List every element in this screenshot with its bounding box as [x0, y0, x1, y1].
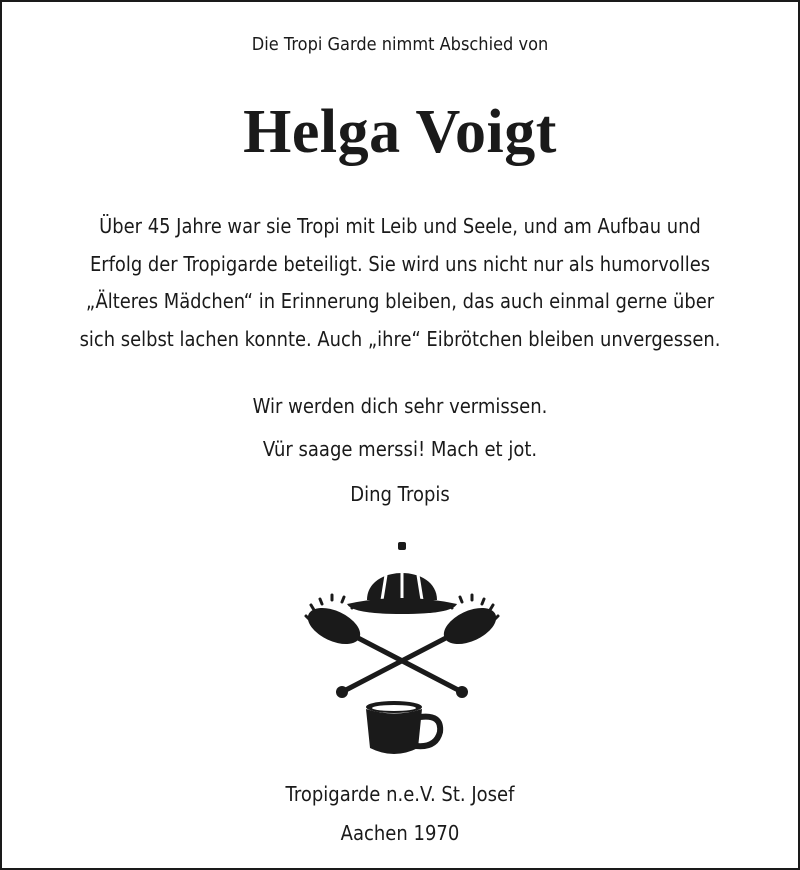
intro-line: Die Tropi Garde nimmt Abschied von — [251, 34, 549, 55]
closing-line-thanks: Vür saage merssi! Mach et jot. — [262, 437, 538, 461]
closing-line-miss: Wir werden dich sehr vermissen. — [252, 394, 548, 418]
deceased-name: Helga Voigt — [243, 98, 557, 166]
tribute-line: sich selbst lachen konnte. Auch „ihre“ Eibrötchen bleiben unvergessen. — [79, 326, 721, 351]
organization-founded: Aachen 1970 — [340, 821, 460, 845]
cup-icon — [366, 701, 440, 754]
closing-signature: Ding Tropis — [350, 482, 450, 506]
tropigarde-emblem-icon — [302, 542, 502, 762]
tribute-line: „Älteres Mädchen“ in Erinnerung bleiben, das auch einmal gerne über — [85, 289, 715, 313]
tribute-text — [22, 208, 778, 358]
tribute-line: Erfolg der Tropigarde beteiligt. Sie wird uns nicht nur als humorvolles — [89, 251, 711, 276]
tribute-line: Über 45 Jahre war sie Tropi mit Leib und Seele, und am Aufbau und — [99, 214, 701, 238]
organization-name: Tropigarde n.e.V. St. Josef — [285, 782, 515, 806]
pith-helmet-icon — [347, 542, 457, 614]
